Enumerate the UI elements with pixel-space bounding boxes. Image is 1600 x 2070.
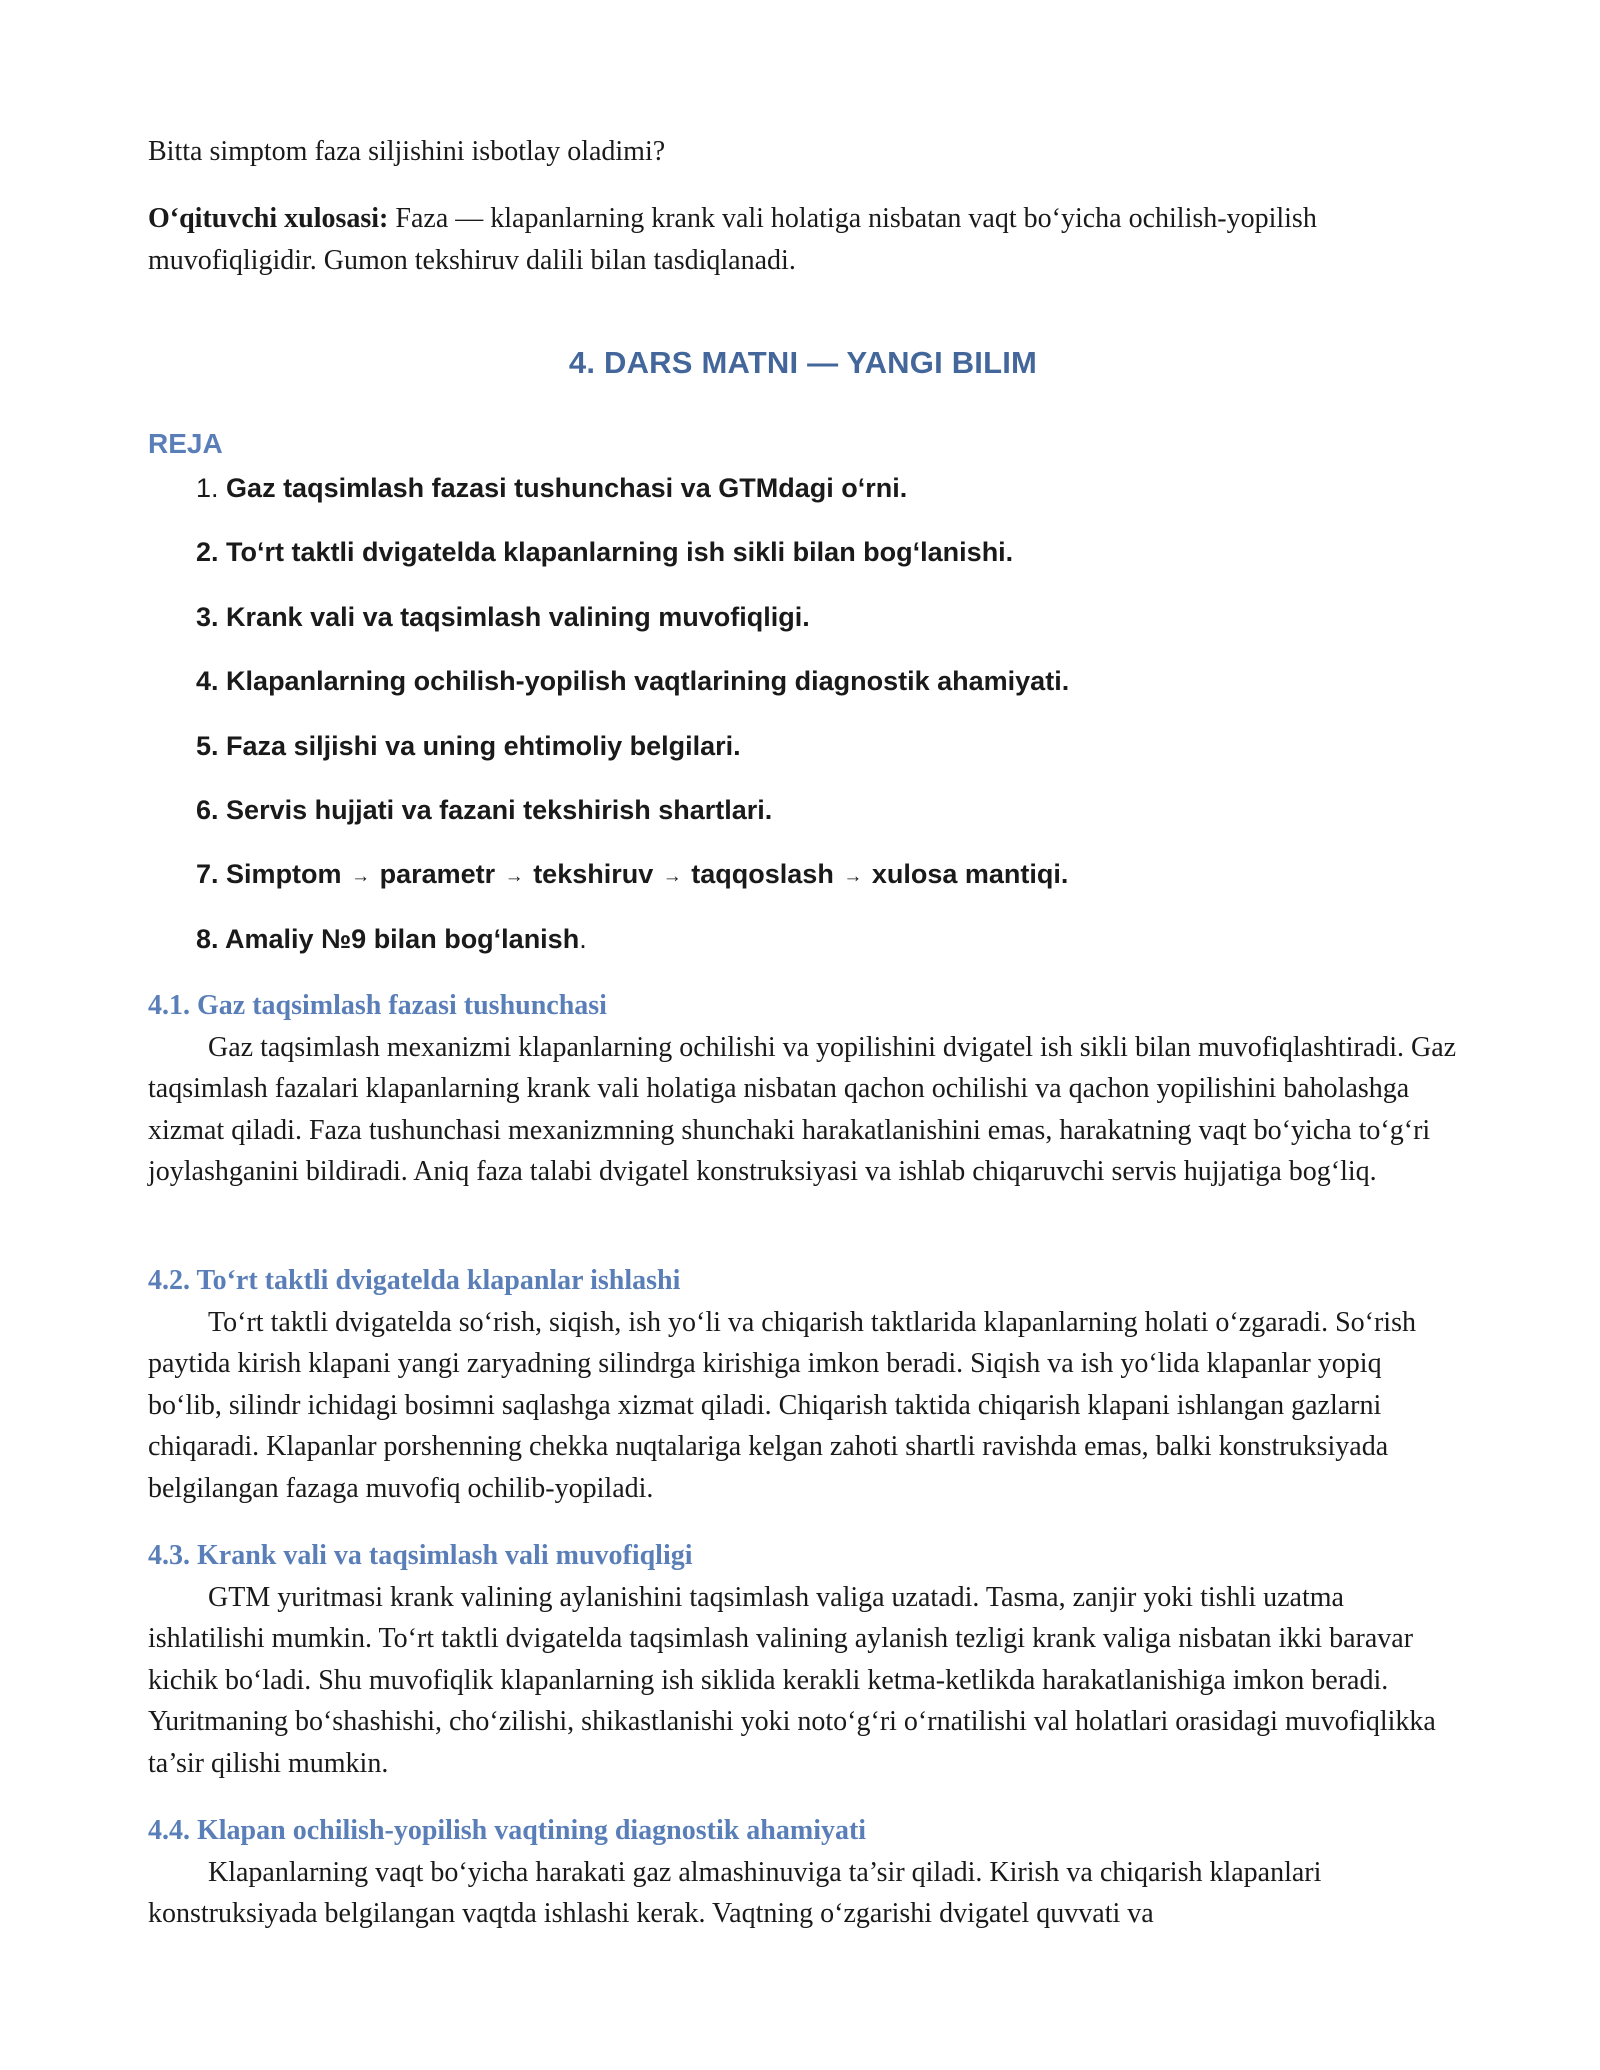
section-body: Gaz taqsimlash mexanizmi klapanlarning ochilishi va yopilishini dvigatel ish sikli bilan muvofiqlashtiradi. Gaz taqsimlash fazalari klapanlarning krank vali holatiga nisbatan qachon ochilishi va qachon yopilishini baholashga xizmat qiladi. Faza tushunchasi mexanizmning shunchaki harakatlanishini emas, harakatning vaqt bo‘yicha to‘g‘ri joylashganini bildiradi. Aniq faza talabi dvigatel konstruksiyasi va ishlab chiqaruvchi servis hujjatiga bog‘liq. — [148, 1031, 1457, 1187]
reja-item-part: tekshiruv — [533, 859, 654, 890]
section-4-3 — [148, 1535, 1458, 1784]
reja-item — [196, 532, 1069, 596]
section-heading: 4.3. Krank vali va taqsimlash vali muvofiqligi — [148, 1540, 693, 1571]
section-heading: 4.2. To‘rt taktli dvigatelda klapanlar ishlashi — [148, 1265, 681, 1296]
reja-item-number: 4. — [196, 666, 219, 697]
section-body: To‘rt taktli dvigatelda so‘rish, siqish, ish yo‘li va chiqarish taktlarida klapanlarning holati o‘zgaradi. So‘rish paytida kirish klapani yangi zaryadning silindrga kirishiga imkon beradi. Siqish va ish yo‘lida klapanlar yopiq bo‘lib, silindr ichidagi bosimni saqlashga xizmat qiladi. Chiqarish taktida chiqarish klapani ishlangan gazlarni chiqaradi. Klapanlar porshenning chekka nuqtalariga kelgan zahoti shartli ravishda emas, balki konstruksiyada belgilangan fazaga muvofiq ochilib-yopiladi. — [148, 1306, 1416, 1504]
reja-item-part: parametr — [379, 859, 496, 890]
reja-item-text: Klapanlarning ochilish-yopilish vaqtlarining diagnostik ahamiyati. — [226, 666, 1070, 697]
reja-item-part: taqqoslash — [691, 859, 834, 890]
reja-item-text: Gaz taqsimlash fazasi tushunchasi va GTMdagi o‘rni. — [226, 473, 908, 503]
reja-item — [196, 597, 1069, 661]
reja-item-number: 8. — [196, 923, 219, 954]
reja-item-text: To‘rt taktli dvigatelda klapanlarning ish sikli bilan bog‘lanishi. — [226, 537, 1014, 568]
section-heading: 4.4. Klapan ochilish-yopilish vaqtining diagnostik ahamiyati — [148, 1815, 867, 1846]
reja-item-number: 2. — [196, 537, 219, 568]
section-4-4 — [148, 1810, 1458, 1935]
reja-item-part: xulosa mantiqi. — [871, 859, 1069, 890]
arrow-right-icon: → — [504, 866, 524, 888]
section-body: Klapanlarning vaqt bo‘yicha harakati gaz almashinuviga ta’sir qiladi. Kirish va chiqarish klapanlari konstruksiyada belgilangan vaqtda ishlashi kerak. Vaqtning o‘zgarishi dvigatel quvvati va — [148, 1856, 1322, 1929]
conclusion-text: Faza — klapanlarning krank vali holatiga nisbatan vaqt bo‘yicha ochilish-yopilish muvofiqligidir. Gumon tekshiruv dalili bilan tasdiqlanadi. — [148, 203, 1317, 276]
reja-item-text: Krank vali va taqsimlash valining muvofiqligi. — [226, 601, 810, 632]
reja-item-number: 7. — [196, 859, 219, 890]
reja-item — [196, 726, 1069, 790]
section-4-1 — [148, 985, 1458, 1193]
reja-item-number: 5. — [196, 730, 219, 761]
conclusion-label: O‘qituvchi xulosasi: — [148, 203, 389, 234]
reja-item-text: Amaliy №9 bilan bog‘lanish — [225, 923, 580, 954]
reja-list — [196, 468, 1069, 983]
section-heading: 4.1. Gaz taqsimlash fazasi tushunchasi — [148, 990, 607, 1021]
reja-item-number: 6. — [196, 794, 219, 825]
reja-item — [196, 661, 1069, 725]
reja-item — [196, 468, 1069, 532]
intro-question: Bitta simptom faza siljishini isbotlay oladimi? — [148, 136, 666, 167]
arrow-right-icon: → — [843, 866, 863, 888]
intro-conclusion — [148, 198, 1458, 281]
section-body: GTM yuritmasi krank valining aylanishini taqsimlash valiga uzatadi. Tasma, zanjir yoki tishli uzatma ishlatilishi mumkin. To‘rt taktli dvigatelda taqsimlash valining aylanish tezligi krank valiga nisbatan ikki baravar kichik bo‘ladi. Shu muvofiqlik klapanlarning ish siklida kerakli ketma-ketlikda harakatlanishiga imkon beradi. Yuritmaning bo‘shashishi, cho‘zilishi, shikastlanishi yoki noto‘g‘ri o‘rnatilishi val holatlari orasidagi muvofiqlikka ta’sir qilishi mumkin. — [148, 1581, 1436, 1779]
arrow-right-icon: → — [662, 866, 682, 888]
reja-title: REJA — [148, 428, 223, 459]
reja-item — [196, 854, 1069, 918]
reja-item — [196, 790, 1069, 854]
reja-item-number: 1. — [196, 473, 219, 503]
arrow-right-icon: → — [351, 866, 371, 888]
reja-item-number: 3. — [196, 601, 219, 632]
section-4-2 — [148, 1260, 1458, 1509]
reja-item-text: Faza siljishi va uning ehtimoliy belgilari. — [226, 730, 741, 761]
chapter-title: 4. DARS MATNI — YANGI BILIM — [568, 345, 1038, 380]
reja-item-text: Servis hujjati va fazani tekshirish shartlari. — [226, 794, 773, 825]
reja-item-part: Simptom — [226, 859, 342, 890]
reja-item — [196, 919, 1069, 983]
reja-item-tail: . — [579, 923, 587, 954]
